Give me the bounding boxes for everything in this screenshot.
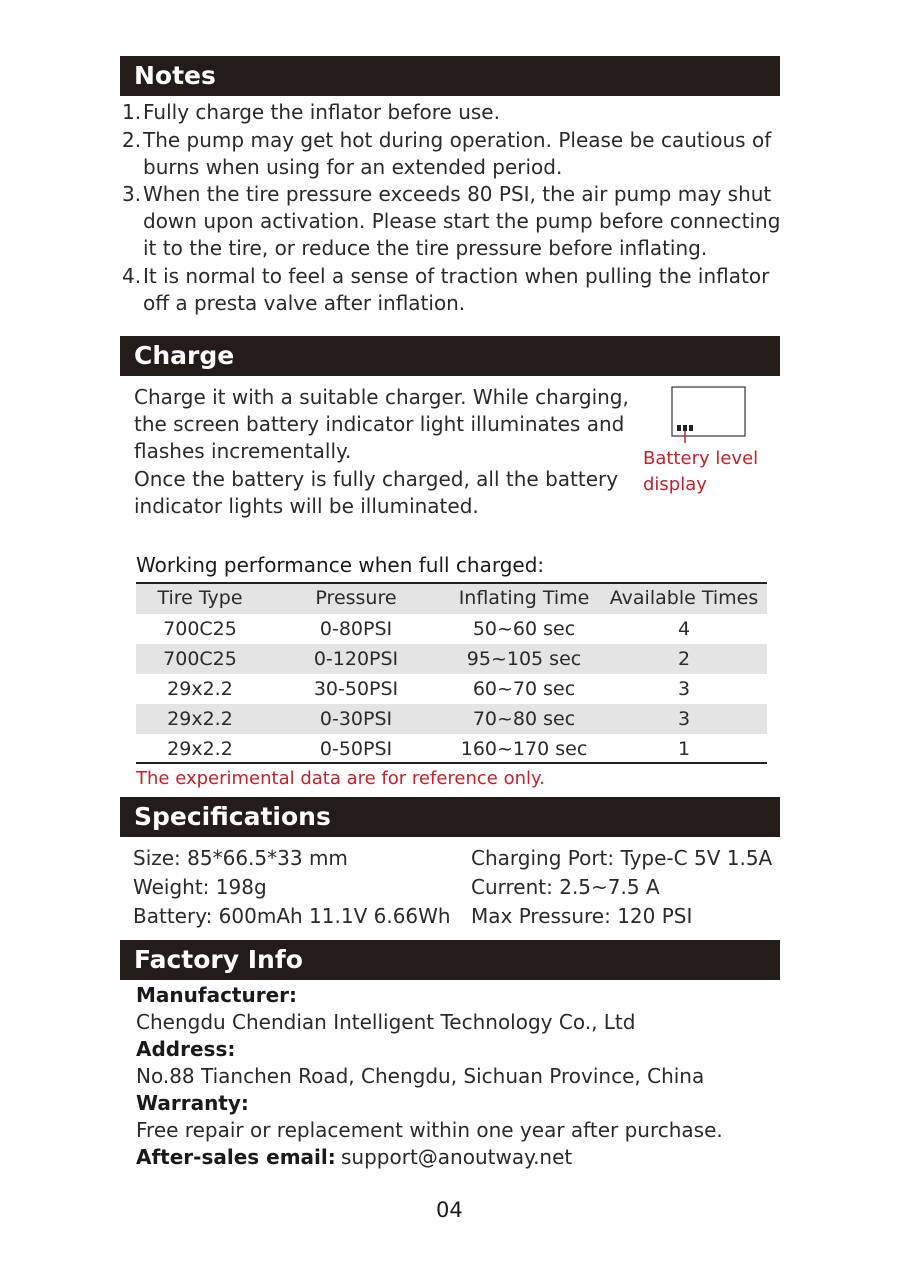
table-cell: 95~105 sec [466,648,582,670]
table-cell: 160~170 sec [460,738,588,760]
table-cell: 3 [677,708,691,730]
manufacturer-label: Manufacturer: [136,983,298,1007]
charge-line-3: flashes incrementally. [134,439,352,463]
note-1-number: 1. [122,100,142,124]
note-4-line-1: It is normal to feel a sense of traction when pulling the inflator [143,264,770,288]
note-4-line-2: off a presta valve after inflation. [143,291,466,315]
warranty-value: Free repair or replacement within one year after purchase. [136,1118,723,1142]
table-bottom-rule [136,762,767,764]
spec-current: Current: 2.5~7.5 A [471,875,660,899]
table-cell: 30-50PSI [313,678,399,700]
table-cell: 29x2.2 [167,708,233,730]
table-cell: 29x2.2 [167,738,233,760]
table-cell: 29x2.2 [167,678,233,700]
spec-weight: Weight: 198g [133,875,267,899]
address-value: No.88 Tianchen Road, Chengdu, Sichuan Province, China [136,1064,705,1088]
manufacturer-value: Chengdu Chendian Intelligent Technology Co., Ltd [136,1010,636,1034]
specifications-section-title: Specifications [120,797,780,837]
note-2-line-2: burns when using for an extended period. [143,155,563,179]
table-cell: 0-120PSI [313,648,399,670]
note-2-number: 2. [122,128,142,152]
table-cell: 700C25 [163,648,237,670]
factory-info-section-title: Factory Info [120,940,780,980]
table-cell: 1 [677,738,691,760]
battery-display-illustration [668,385,750,445]
table-cell: 50~60 sec [472,618,576,640]
table-cell: 4 [677,618,691,640]
reference-note: The experimental data are for reference only. [136,768,545,789]
warranty-label: Warranty: [136,1091,249,1115]
callout-label-line-1: Battery level [643,448,759,469]
table-header-inflating-time: Inflating Time [458,587,590,609]
note-3-number: 3. [122,182,142,206]
table-cell: 0-80PSI [319,618,393,640]
note-4-number: 4. [122,264,142,288]
charge-section-title: Charge [120,336,780,376]
battery-bar-3-icon [689,425,693,431]
note-1-line-1: Fully charge the inflator before use. [143,100,500,124]
performance-heading: Working performance when full charged: [136,553,545,577]
spec-size: Size: 85*66.5*33 mm [133,846,348,870]
table-cell: 3 [677,678,691,700]
callout-label-line-2: display [643,474,707,495]
note-3-line-3: it to the tire, or reduce the tire pressure before inflating. [143,236,708,260]
table-cell: 0-50PSI [319,738,393,760]
spec-battery: Battery: 600mAh 11.1V 6.66Wh [133,904,451,928]
note-2-line-1: The pump may get hot during operation. Please be cautious of [143,128,772,152]
table-cell: 2 [677,648,691,670]
table-cell: 60~70 sec [472,678,576,700]
note-3-line-2: down upon activation. Please start the pump before connecting [143,209,781,233]
charge-line-5: indicator lights will be illuminated. [134,494,479,518]
table-cell: 700C25 [163,618,237,640]
spec-charging-port: Charging Port: Type-C 5V 1.5A [471,846,773,870]
email-value: support@anoutway.net [341,1145,573,1169]
email-label: After-sales email: [136,1145,336,1169]
charge-line-1: Charge it with a suitable charger. While charging, [134,385,629,409]
address-label: Address: [136,1037,236,1061]
table-header-tire-type: Tire Type [157,587,243,609]
screen-outline [672,387,745,436]
table-cell: 70~80 sec [472,708,576,730]
page-number: 04 [436,1198,463,1222]
battery-bar-2-icon [683,425,687,431]
table-header-pressure: Pressure [315,587,397,609]
spec-max-pressure: Max Pressure: 120 PSI [471,904,693,928]
charge-line-2: the screen battery indicator light illuminates and [134,412,625,436]
table-header-available-times: Available Times [609,587,759,609]
battery-bar-1-icon [677,425,681,431]
notes-section-title: Notes [120,56,780,96]
note-3-line-1: When the tire pressure exceeds 80 PSI, the air pump may shut [143,182,772,206]
table-cell: 0-30PSI [319,708,393,730]
charge-line-4: Once the battery is fully charged, all the battery [134,467,619,491]
